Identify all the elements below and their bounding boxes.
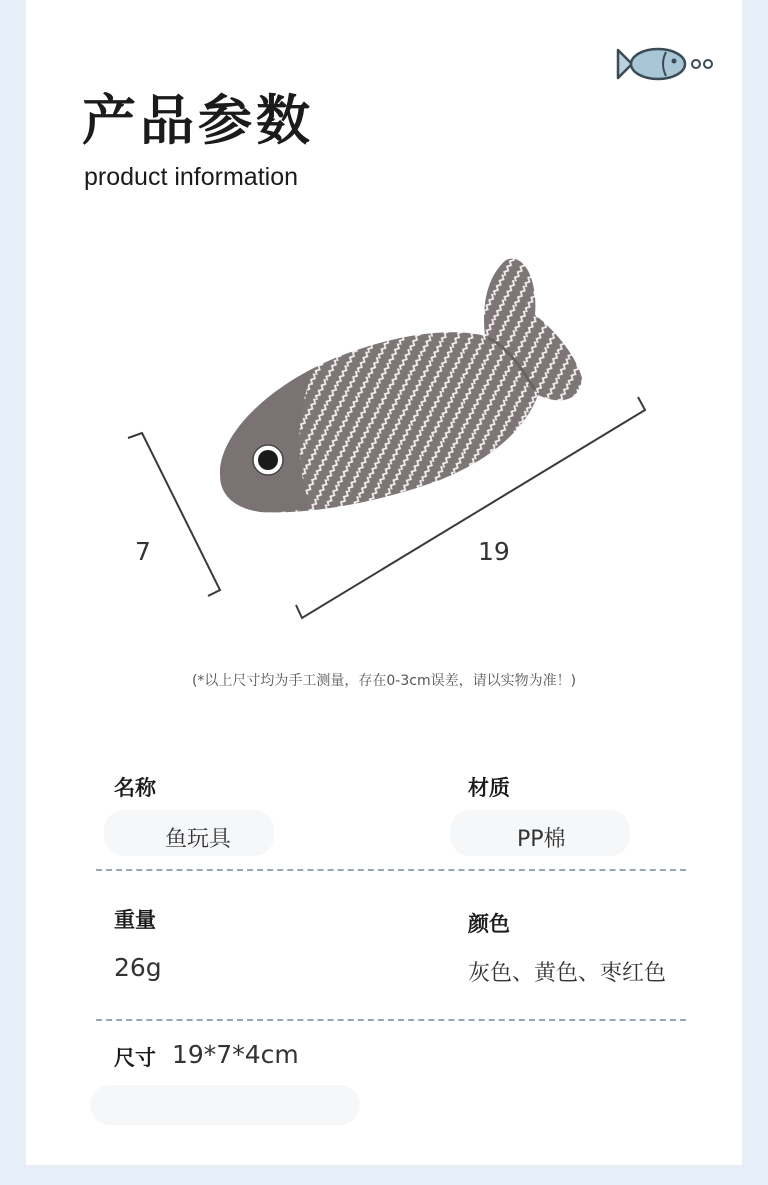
page-subtitle: product information (84, 163, 299, 191)
page-title: 产品参数 (82, 89, 314, 152)
spec-color-value: 灰色、黄色、枣红色 (468, 961, 667, 986)
value-background (90, 1085, 360, 1125)
spec-weight-label: 重量 (114, 908, 156, 932)
spec-material-value: PP棉 (517, 827, 566, 852)
fish-toy-image (110, 240, 670, 640)
spec-material-label: 材质 (468, 776, 510, 800)
divider (96, 869, 686, 871)
spec-name-label: 名称 (114, 776, 156, 800)
measurement-note: (*以上尺寸均为手工测量，存在0-3cm误差，请以实物为准！) (191, 673, 577, 689)
spec-color-label: 颜色 (468, 912, 510, 936)
height-dimension-label: 7 (135, 537, 151, 566)
spec-size-value: 19*7*4cm (172, 1040, 299, 1069)
card-top-edge (26, 0, 742, 40)
spec-size-label: 尺寸 (114, 1046, 156, 1070)
length-dimension-label: 19 (478, 537, 510, 566)
fish-logo-icon (608, 42, 718, 86)
spec-weight-value: 26g (114, 953, 162, 982)
spec-name-value: 鱼玩具 (165, 827, 232, 852)
divider (96, 1019, 686, 1021)
